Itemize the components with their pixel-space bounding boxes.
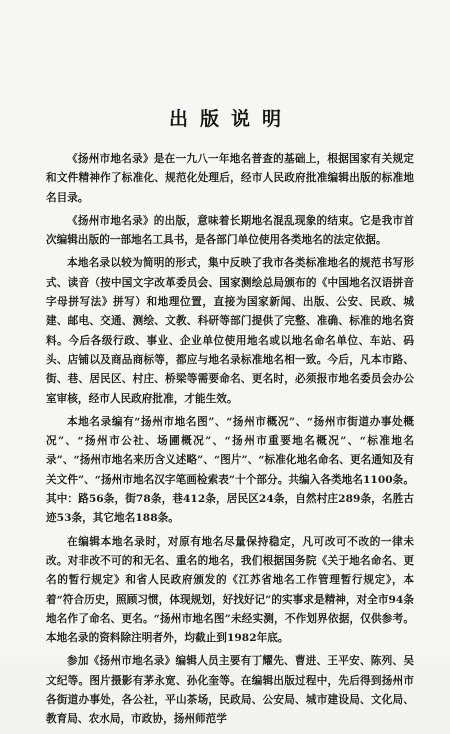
- paragraph-4: 本地名录编有“扬州市地名图”、“扬州市概况”、“扬州市街道办事处概况”、“扬州市公社、场圃概况”、“扬州市重要地名概况”、“标准地名录”、“扬州市地名来历含义述略”、“图片”、“标准化地名命名、更名通知及有关文件”、“扬州市地名汉字笔画检索表”十个部分。共编入各类地名1100条。其中：路56条，街78条，巷412条，居民区24条，自然村庄289条，名胜古迹53条，其它地名188条。: [46, 415, 414, 525]
- paragraph-6: 参加《扬州市地名录》编辑人员主要有丁耀先、曹进、王平安、陈列、吴文纪等。图片摄影有茅永宽、孙化奎等。在编辑出版过程中，先后得到扬州市各街道办事处，各公社，平山茶场，民政局、公安局、城市建设局、文化局、教育局、农水局，市政协，扬州师范学: [46, 655, 414, 726]
- paragraph-2: 《扬州市地名录》的出版，意味着长期地名混乱现象的结束。它是我市首次编辑出版的一部地名工具书，是各部门单位使用各类地名的法定依据。: [46, 214, 414, 247]
- paragraph-3: 本地名录以较为简明的形式，集中反映了我市各类标准地名的规范书写形式、读音（按中国文字改革委员会、国家测绘总局颁布的《中国地名汉语拼音字母拼写法》拼写）和地理位置，直接为国家新闻、出版、公安、民政、城建、邮电、交通、测绘、文教、科研等部门提供了完整、准确、标准的地名资料。今后各级行政、事业、企业单位使用地名或以地名命名单位、车站、码头、店铺以及商品商标等，都应与地名录标准地名相一致。今后，凡本市路、街、巷、居民区、村庄、桥梁等需要命名、更名时，必须报市地名委员会办公室审核，经市人民政府批准，才能生效。: [46, 257, 414, 405]
- document-title: 出版说明: [168, 108, 293, 130]
- paragraph-1: 《扬州市地名录》是在一九八一年地名普查的基础上，根据国家有关规定和文件精神作了标准化、规范化处理后，经市人民政府批准编辑出版的标准地名目录。: [46, 153, 414, 204]
- document-body: [46, 150, 414, 734]
- paragraph-5: 在编辑本地名录时，对原有地名尽量保持稳定，凡可改可不改的一律未改。对非改不可的和无名、重名的地名，我们根据国务院《关于地名命名、更名的暂行规定》和省人民政府颁发的《江苏省地名工作管理暂行规定》，本着“符合历史，照顾习惯，体现规划，好找好记”的实事求是精神，对全市94条地名作了命名、更名。“扬州市地名图”未经实测，不作划界依据，仅供参考。本地名录的资料除注明者外，均截止到1982年底。: [46, 535, 414, 645]
